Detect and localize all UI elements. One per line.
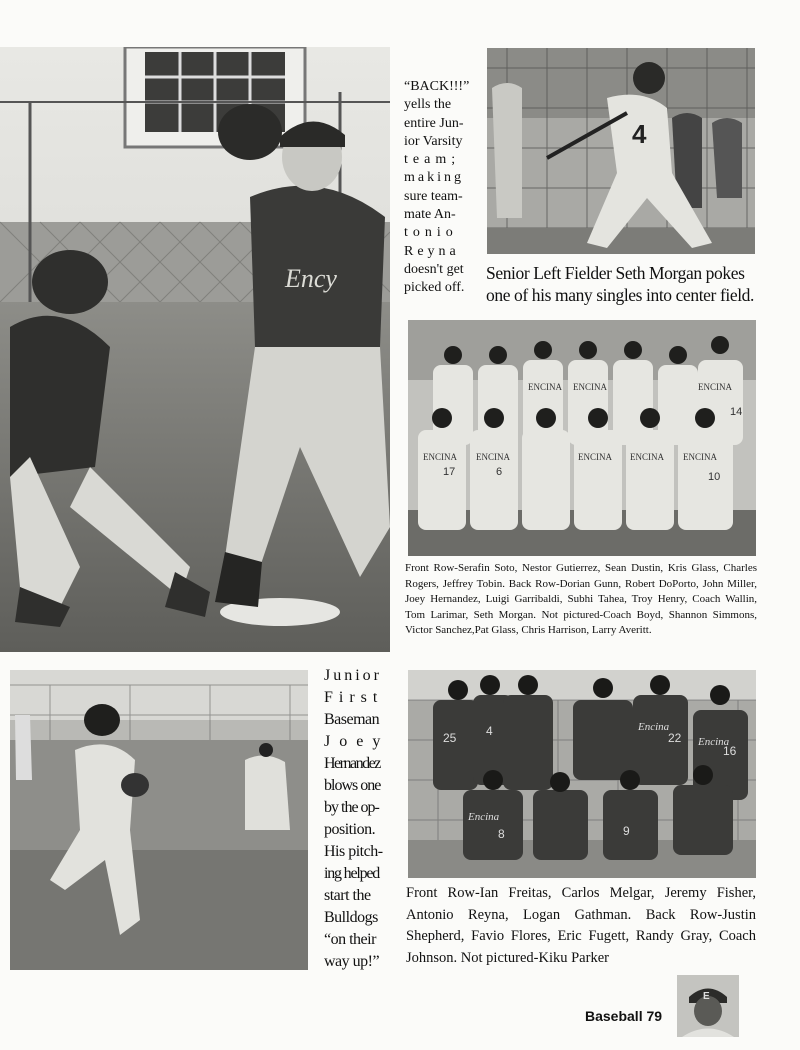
hernandez-caption-line: start the <box>324 887 371 904</box>
varsity-jersey-text: ENCINA <box>573 382 607 392</box>
jv-jersey-text: Encina <box>698 736 730 748</box>
hernandez-caption-line: Joey <box>324 733 390 750</box>
back-caption-line: “BACK!!!” <box>404 79 470 94</box>
jv-jersey-text: Encina <box>638 721 670 733</box>
hernandez-caption-line: “on their <box>324 931 376 948</box>
hernandez-caption-line: Baseman <box>324 711 380 728</box>
jv-names-caption: Front Row-Ian Freitas, Carlos Melgar, Jeremy Fisher, Antonio Reyna, Logan Gathman. Back Row-Justin Shepherd, Favio Flores, Eric Fugett, Randy Gray, Coach Johnson. Not pictured-Kiku Parker <box>406 885 756 966</box>
hernandez-caption-line: Hernandez <box>324 755 380 772</box>
back-caption-line: yells the <box>404 97 452 113</box>
varsity-jersey-text: ENCINA <box>528 382 562 392</box>
first-base-action-photo <box>0 47 390 652</box>
morgan-caption: Senior Left Fielder Seth Morgan pokes one of his many singles into center field. <box>486 263 754 305</box>
jv-team-photo <box>408 670 756 878</box>
hernandez-caption-line: Bulldogs <box>324 909 378 926</box>
jv-jersey-number: 4 <box>486 724 493 738</box>
back-caption-line: tonio <box>404 225 458 241</box>
jv-jersey-number: 25 <box>443 731 457 745</box>
jv-jersey-number: 16 <box>723 744 737 758</box>
hernandez-caption <box>324 665 392 973</box>
batter-number: 4 <box>632 119 647 149</box>
batter-photo <box>487 48 755 254</box>
varsity-jersey-text: ENCINA <box>683 452 717 462</box>
pitcher-photo <box>10 670 308 970</box>
hernandez-caption-line: Junior <box>324 667 382 684</box>
varsity-jersey-number: 17 <box>443 466 456 478</box>
hernandez-caption-line: way up!” <box>324 953 380 970</box>
varsity-names-caption: Front Row-Serafin Soto, Nestor Gutierrez, Sean Dustin, Kris Glass, Charles Rogers, Jeffrey Tobin. Back Row-Dorian Gunn, Robert DoPorto, John Miller, Joey Hernandez, Luigi Garribaldi, Subhi Tahea, Troy Henry, Coach Wallin, Tom Larimar, Seth Morgan. Not pictured-Coach Boyd, Shannon Simmons, Victor Sanchez,Pat Glass, Chris Harrison, Larry Averitt. <box>405 562 757 637</box>
back-caption-line: doesn't get <box>404 261 464 277</box>
jv-jersey-text: Encina <box>468 811 500 823</box>
back-caption-line: picked off. <box>404 280 465 296</box>
hernandez-caption-line: His pitch- <box>324 843 383 860</box>
varsity-jersey-number: 10 <box>708 471 721 483</box>
back-caption-line: team; <box>404 152 461 168</box>
varsity-jersey-text: ENCINA <box>476 452 510 462</box>
jv-jersey-number: 8 <box>498 827 505 841</box>
varsity-jersey-number: 14 <box>730 406 743 418</box>
hernandez-caption-line: by the op- <box>324 799 379 816</box>
varsity-jersey-text: ENCINA <box>698 382 732 392</box>
varsity-jersey-number: 6 <box>496 466 503 478</box>
fielder-jersey-text: Ency <box>285 264 337 293</box>
back-caption-line: making <box>404 170 464 186</box>
varsity-jersey-text: ENCINA <box>578 452 612 462</box>
varsity-jersey-text: ENCINA <box>423 452 457 462</box>
back-caption-line: sure team- <box>404 188 463 204</box>
varsity-team-photo <box>408 320 756 556</box>
player-portrait-photo <box>677 975 739 1037</box>
hernandez-caption-line: First <box>324 689 384 706</box>
back-caption-line: Reyna <box>404 243 460 259</box>
hernandez-caption-line: ing helped <box>324 865 380 882</box>
hernandez-caption-line: blows one <box>324 777 381 794</box>
jv-jersey-number: 22 <box>668 731 682 745</box>
varsity-jersey-text: ENCINA <box>630 452 664 462</box>
page-label: Baseball 79 <box>585 1008 663 1024</box>
portrait-cap-letter: E <box>703 991 710 1002</box>
back-caption <box>404 78 477 298</box>
back-caption-line: entire Jun- <box>404 115 464 131</box>
hernandez-caption-line: position. <box>324 821 376 838</box>
back-caption-line: ior Varsity <box>404 133 463 149</box>
back-caption-line: mate An- <box>404 207 456 223</box>
jv-jersey-number: 9 <box>623 824 630 838</box>
